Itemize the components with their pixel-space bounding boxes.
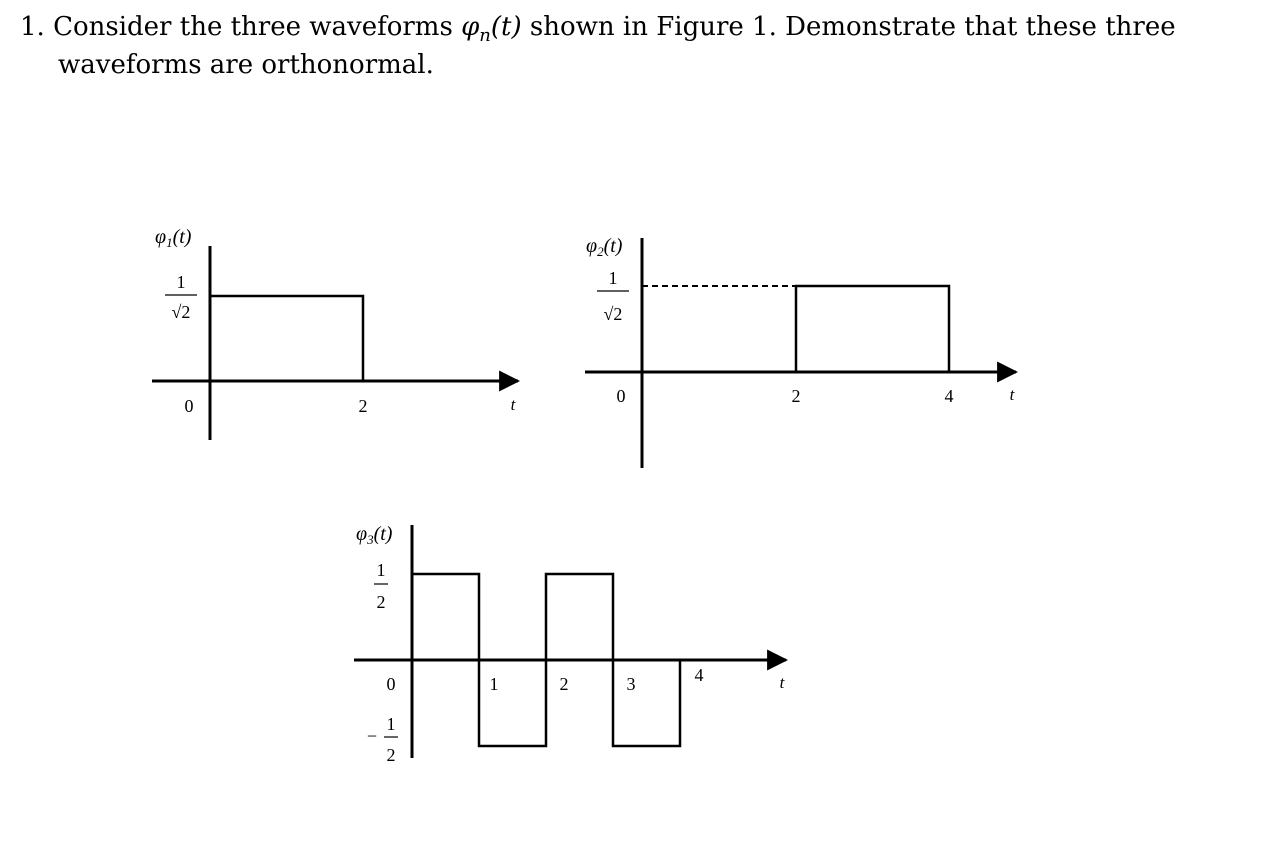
phi1-tick-2: 2 (358, 396, 368, 416)
problem-text-end: shown in Figure 1. Demonstrate that these three (529, 12, 1176, 42)
phi3-tick-1: 1 (489, 674, 499, 694)
phi3-label: $\varphi_3(t)$ (356, 523, 393, 547)
plot-phi2 (585, 235, 1016, 468)
phi3-tick-2: 2 (559, 674, 569, 694)
phi1-tick-0: 0 (184, 396, 194, 416)
phi2-amp-num: 1 (608, 268, 618, 288)
phi3-tick-4: 4 (694, 665, 704, 685)
problem-line-2: waveforms are orthonormal. (58, 50, 434, 80)
phi2-label: $\varphi_2(t)$ (586, 235, 623, 259)
problem-number: 1. (20, 12, 45, 42)
phi3-neg-num: 1 (386, 714, 396, 734)
phi3-tick-3: 3 (626, 674, 636, 694)
phi1-amp-num: 1 (176, 272, 186, 292)
phi1-waveform (210, 296, 363, 381)
phi2-tick-2: 2 (791, 386, 801, 406)
phi2-tick-4: 4 (944, 386, 954, 406)
phi1-label: $\varphi_1(t)$ (155, 226, 192, 250)
phi3-amp-num: 1 (376, 560, 386, 580)
plot-phi3 (354, 523, 786, 765)
plot-phi1 (152, 226, 518, 440)
phi3-t-label: t (779, 673, 785, 692)
phi-symbol: $\varphi_n(t)$ (461, 12, 522, 47)
phi2-t-label: t (1009, 385, 1015, 404)
phi3-amp-den: 2 (376, 592, 386, 612)
problem-text-start: Consider the three waveforms (53, 12, 453, 42)
phi2-amp-den: √2 (603, 304, 623, 324)
phi1-amp-den: √2 (171, 302, 191, 322)
phi2-waveform (796, 286, 949, 372)
phi3-tick-0: 0 (386, 674, 396, 694)
phi3-neg-den: 2 (386, 745, 396, 765)
phi2-tick-0: 0 (616, 386, 626, 406)
phi1-t-label: t (510, 395, 516, 414)
phi3-neg-sign: − (366, 726, 378, 746)
